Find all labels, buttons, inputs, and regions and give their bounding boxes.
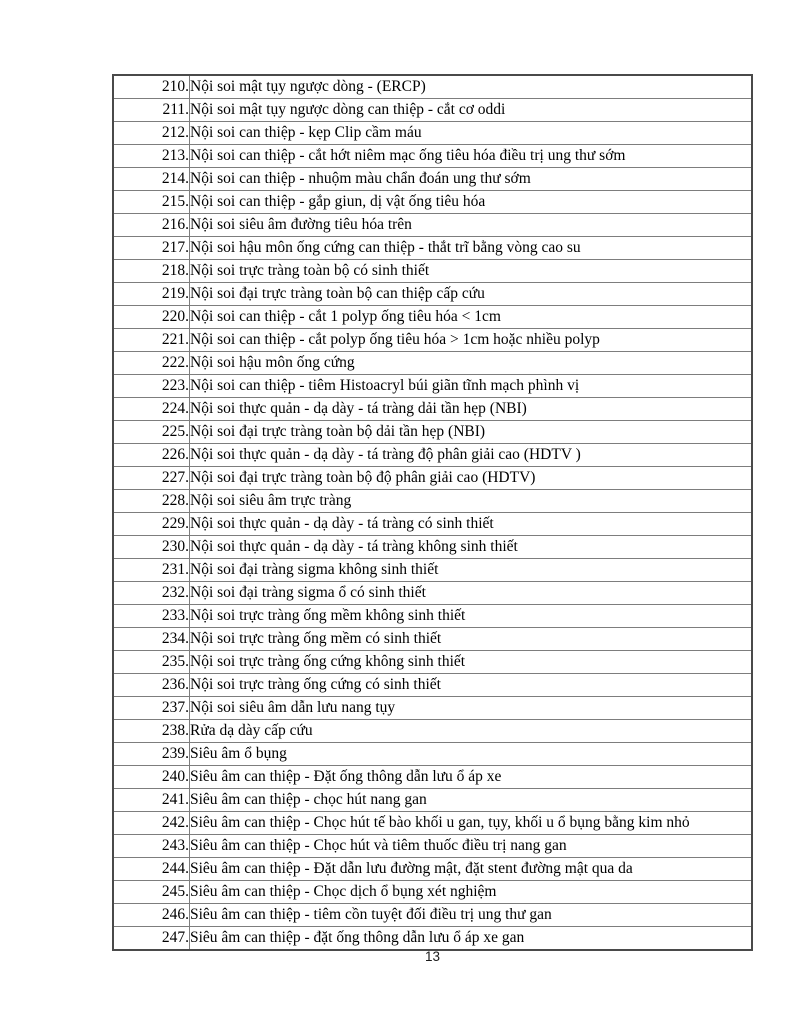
row-number-cell: 241. [113,789,190,812]
row-number-cell: 233. [113,605,190,628]
row-number-cell: 247. [113,927,190,951]
procedure-name-cell: Nội soi can thiệp - nhuộm màu chẩn đoán ung thư sớm [190,168,753,191]
table-row [113,881,752,904]
procedure-name-cell: Nội soi đại tràng sigma ổ có sinh thiết [190,582,753,605]
procedure-name-cell: Rửa dạ dày cấp cứu [190,720,753,743]
procedure-name-cell: Siêu âm can thiệp - Đặt dẫn lưu đường mật, đặt stent đường mật qua da [190,858,753,881]
row-number-cell: 242. [113,812,190,835]
row-number-cell: 217. [113,237,190,260]
row-number-cell: 216. [113,214,190,237]
row-number-cell: 215. [113,191,190,214]
row-number-cell: 219. [113,283,190,306]
procedure-name-cell: Nội soi siêu âm trực tràng [190,490,753,513]
row-number-cell: 238. [113,720,190,743]
table-row [113,375,752,398]
procedure-name-cell: Nội soi đại trực tràng toàn bộ can thiệp cấp cứu [190,283,753,306]
procedure-name-cell: Nội soi thực quản - dạ dày - tá tràng không sinh thiết [190,536,753,559]
row-number-cell: 220. [113,306,190,329]
row-number-cell: 224. [113,398,190,421]
table-row [113,283,752,306]
table-row [113,743,752,766]
table-row [113,329,752,352]
procedure-name-cell: Siêu âm can thiệp - đặt ống thông dẫn lưu ổ áp xe gan [190,927,753,951]
procedure-name-cell: Nội soi siêu âm dẫn lưu nang tụy [190,697,753,720]
procedure-name-cell: Nội soi đại trực tràng toàn bộ độ phân giải cao (HDTV) [190,467,753,490]
procedure-name-cell: Siêu âm ổ bụng [190,743,753,766]
procedure-table [112,74,753,951]
row-number-cell: 221. [113,329,190,352]
table-row [113,789,752,812]
row-number-cell: 218. [113,260,190,283]
row-number-cell: 211. [113,99,190,122]
procedure-name-cell: Nội soi hậu môn ống cứng [190,352,753,375]
procedure-name-cell: Siêu âm can thiệp - Chọc hút tế bào khối u gan, tụy, khối u ổ bụng bằng kim nhỏ [190,812,753,835]
procedure-name-cell: Nội soi đại trực tràng toàn bộ dải tần hẹp (NBI) [190,421,753,444]
procedure-name-cell: Nội soi trực tràng ống mềm có sinh thiết [190,628,753,651]
table-row [113,605,752,628]
table-row [113,260,752,283]
table-row [113,904,752,927]
table-row [113,122,752,145]
row-number-cell: 212. [113,122,190,145]
procedure-name-cell: Nội soi siêu âm đường tiêu hóa trên [190,214,753,237]
row-number-cell: 236. [113,674,190,697]
row-number-cell: 214. [113,168,190,191]
procedure-name-cell: Nội soi can thiệp - cắt polyp ống tiêu hóa > 1cm hoặc nhiều polyp [190,329,753,352]
row-number-cell: 229. [113,513,190,536]
procedure-name-cell: Siêu âm can thiệp - Chọc hút và tiêm thuốc điều trị nang gan [190,835,753,858]
table-row [113,352,752,375]
table-row [113,306,752,329]
procedure-name-cell: Nội soi can thiệp - cắt 1 polyp ống tiêu hóa < 1cm [190,306,753,329]
procedure-name-cell: Nội soi thực quản - dạ dày - tá tràng độ phân giải cao (HDTV ) [190,444,753,467]
procedure-name-cell: Siêu âm can thiệp - Chọc dịch ổ bụng xét nghiệm [190,881,753,904]
table-row [113,835,752,858]
row-number-cell: 226. [113,444,190,467]
row-number-cell: 228. [113,490,190,513]
table-row [113,444,752,467]
table-row [113,697,752,720]
row-number-cell: 245. [113,881,190,904]
procedure-name-cell: Nội soi mật tụy ngược dòng - (ERCP) [190,75,753,99]
procedure-name-cell: Siêu âm can thiệp - chọc hút nang gan [190,789,753,812]
table-row [113,858,752,881]
row-number-cell: 244. [113,858,190,881]
table-row [113,421,752,444]
row-number-cell: 234. [113,628,190,651]
procedure-name-cell: Nội soi thực quản - dạ dày - tá tràng dải tần hẹp (NBI) [190,398,753,421]
table-row [113,168,752,191]
row-number-cell: 235. [113,651,190,674]
row-number-cell: 239. [113,743,190,766]
table-row [113,651,752,674]
table-row [113,75,752,99]
table-row [113,99,752,122]
table-row [113,559,752,582]
procedure-name-cell: Siêu âm can thiệp - tiêm cồn tuyệt đối điều trị ung thư gan [190,904,753,927]
row-number-cell: 240. [113,766,190,789]
row-number-cell: 227. [113,467,190,490]
page-number: 13 [424,949,441,964]
table-row [113,674,752,697]
row-number-cell: 243. [113,835,190,858]
row-number-cell: 246. [113,904,190,927]
procedure-name-cell: Nội soi đại tràng sigma không sinh thiết [190,559,753,582]
row-number-cell: 230. [113,536,190,559]
procedure-name-cell: Nội soi hậu môn ống cứng can thiệp - thắt trĩ bằng vòng cao su [190,237,753,260]
table-row [113,927,752,951]
table-row [113,237,752,260]
procedure-name-cell: Nội soi trực tràng ống cứng có sinh thiết [190,674,753,697]
table-row [113,490,752,513]
procedure-name-cell: Nội soi can thiệp - cắt hớt niêm mạc ống tiêu hóa điều trị ung thư sớm [190,145,753,168]
procedure-name-cell: Siêu âm can thiệp - Đặt ống thông dẫn lưu ổ áp xe [190,766,753,789]
row-number-cell: 222. [113,352,190,375]
procedure-name-cell: Nội soi trực tràng toàn bộ có sinh thiết [190,260,753,283]
table-row [113,191,752,214]
table-row [113,536,752,559]
procedure-name-cell: Nội soi thực quản - dạ dày - tá tràng có sinh thiết [190,513,753,536]
table-row [113,467,752,490]
row-number-cell: 210. [113,75,190,99]
row-number-cell: 213. [113,145,190,168]
procedure-name-cell: Nội soi can thiệp - gắp giun, dị vật ống tiêu hóa [190,191,753,214]
table-row [113,398,752,421]
procedure-name-cell: Nội soi can thiệp - tiêm Histoacryl búi giãn tĩnh mạch phình vị [190,375,753,398]
procedure-name-cell: Nội soi can thiệp - kẹp Clip cầm máu [190,122,753,145]
procedure-name-cell: Nội soi trực tràng ống cứng không sinh thiết [190,651,753,674]
procedure-name-cell: Nội soi mật tụy ngược dòng can thiệp - cắt cơ oddi [190,99,753,122]
row-number-cell: 231. [113,559,190,582]
table-row [113,582,752,605]
table-row [113,628,752,651]
row-number-cell: 237. [113,697,190,720]
procedure-table-body [113,75,752,950]
row-number-cell: 223. [113,375,190,398]
table-row [113,720,752,743]
row-number-cell: 232. [113,582,190,605]
row-number-cell: 225. [113,421,190,444]
table-row [113,214,752,237]
table-row [113,812,752,835]
table-row [113,513,752,536]
table-row [113,145,752,168]
table-row [113,766,752,789]
procedure-name-cell: Nội soi trực tràng ống mềm không sinh thiết [190,605,753,628]
